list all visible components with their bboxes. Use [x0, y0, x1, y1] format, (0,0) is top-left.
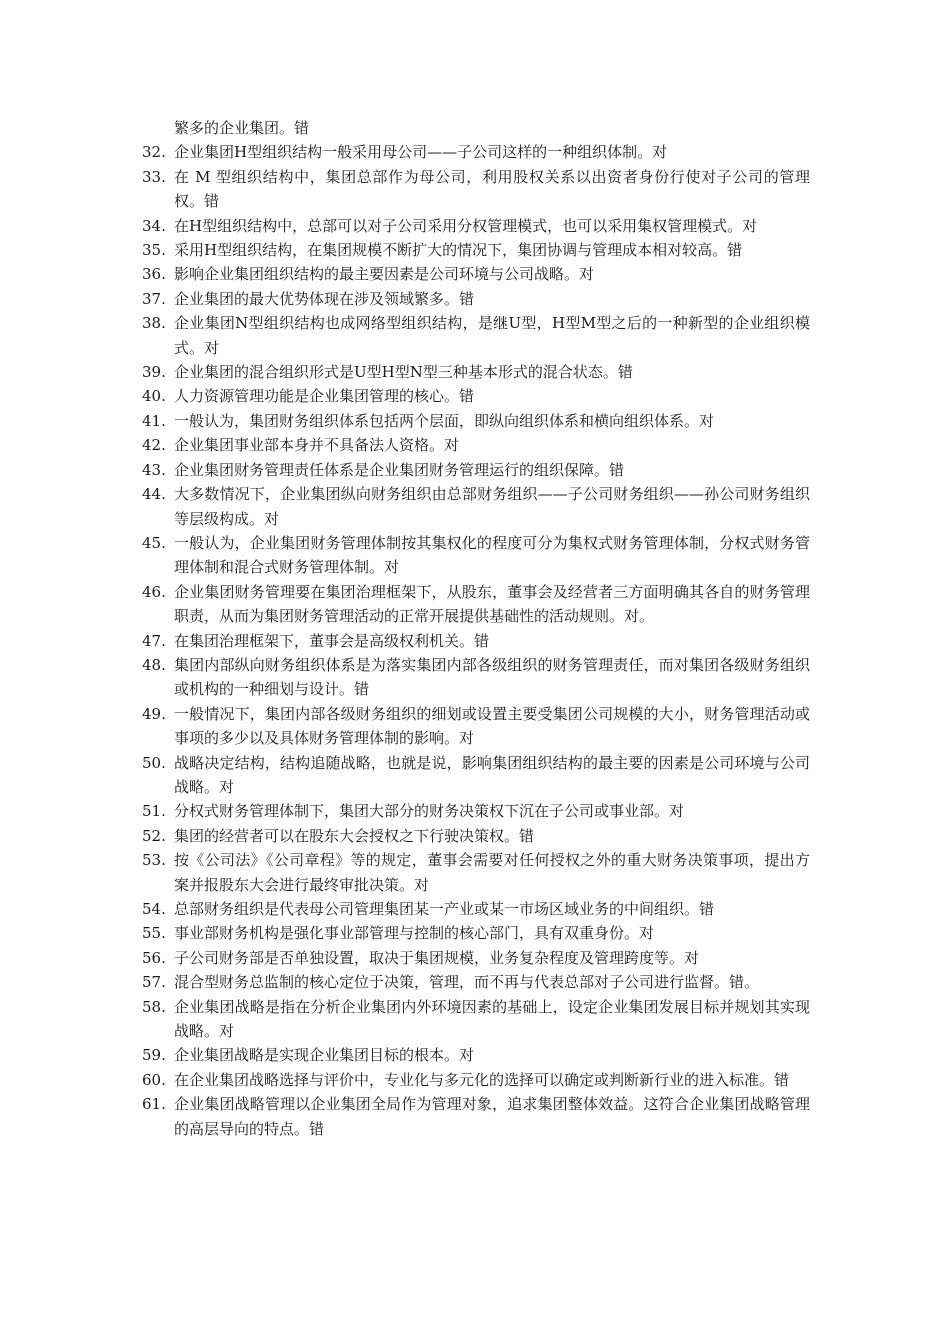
list-item: [142, 702, 810, 751]
item-text: 集团的经营者可以在股东大会授权之下行驶决策权。错: [174, 826, 535, 845]
item-text: 按《公司法》《公司章程》等的规定，董事会需要对任何授权之外的重大财务决策事项，提出方案并报股东大会进行最终审批决策。对: [174, 851, 810, 894]
item-number: 50.: [142, 753, 166, 772]
list-item: [142, 311, 810, 360]
item-text: 一般情况下，集团内部各级财务组织的细划或设置主要受集团公司规模的大小，财务管理活动或事项的多少以及具体财务管理体制的影响。对: [174, 704, 810, 748]
list-item: [142, 848, 810, 897]
list-item: [142, 629, 810, 653]
list-item: [142, 946, 810, 970]
item-number: 37.: [142, 289, 166, 308]
item-number: 60.: [142, 1070, 166, 1089]
item-text: 采用H型组织结构，在集团规模不断扩大的情况下，集团协调与管理成本相对较高。错: [174, 241, 743, 260]
list-item: [142, 580, 810, 629]
list-item: [142, 433, 810, 457]
item-number: 40.: [142, 387, 166, 406]
list-item: [142, 458, 810, 482]
item-text: 在企业集团战略选择与评价中，专业化与多元化的选择可以确定或判断新行业的进入标准。错: [174, 1070, 790, 1089]
item-number: 57.: [142, 973, 166, 992]
item-number: 36.: [142, 265, 166, 284]
item-number: 44.: [142, 485, 166, 504]
item-text: 企业集团财务管理责任体系是企业集团财务管理运行的组织保障。错: [174, 460, 625, 479]
list-item: [142, 165, 810, 214]
item-text: 在H型组织结构中，总部可以对子公司采用分权管理模式，也可以采用集权管理模式。对: [174, 216, 758, 235]
item-number: 35.: [142, 241, 166, 260]
list-item: [142, 1043, 810, 1067]
item-text: 事业部财务机构是强化事业部管理与控制的核心部门，具有双重身份。对: [174, 924, 655, 943]
list-item: [142, 799, 810, 823]
item-text: 子公司财务部是否单独设置，取决于集团规模，业务复杂程度及管理跨度等。对: [174, 948, 700, 967]
item-number: 43.: [142, 460, 166, 479]
item-number: 56.: [142, 948, 166, 967]
list-item: [142, 995, 810, 1044]
item-number: 47.: [142, 631, 166, 650]
list-item: [142, 360, 810, 384]
item-text: 企业集团战略管理以企业集团全局作为管理对象，追求集团整体效益。这符合企业集团战略管理的高层导向的特点。错: [174, 1095, 810, 1138]
item-number: 61.: [142, 1095, 166, 1114]
item-number: 49.: [142, 704, 166, 723]
item-number: 38.: [142, 314, 166, 333]
item-text: 人力资源管理功能是企业集团管理的核心。错: [174, 387, 475, 406]
item-text: 企业集团的最大优势体现在涉及领域繁多。错: [174, 289, 475, 308]
list-item: [142, 409, 810, 433]
item-number: 51.: [142, 802, 166, 821]
list-item: [142, 1068, 810, 1092]
item-number: 45.: [142, 533, 166, 552]
item-number: 59.: [142, 1046, 166, 1065]
item-text: 一般认为，企业集团财务管理体制按其集权化的程度可分为集权式财务管理体制，分权式财务管理体制和混合式财务管理体制。对: [174, 533, 810, 577]
item-text: 集团内部纵向财务组织体系是为落实集团内部各级组织的财务管理责任，而对集团各级财务组织或机构的一种细划与设计。错: [174, 655, 810, 699]
item-text: 在 M 型组织结构中，集团总部作为母公司，利用股权关系以出资者身份行使对子公司的管理权。错: [174, 167, 810, 211]
list-item: [142, 238, 810, 262]
item-text: 影响企业集团组织结构的最主要因素是公司环境与公司战略。对: [174, 265, 595, 284]
item-text: 一般认为，集团财务组织体系包括两个层面，即纵向组织体系和横向组织体系。对: [174, 411, 715, 430]
item-number: 42.: [142, 436, 166, 455]
item-number: 41.: [142, 411, 166, 430]
list-item: [142, 531, 810, 580]
item-number: 46.: [142, 582, 166, 601]
list-item: [142, 751, 810, 800]
item-number: 39.: [142, 363, 166, 382]
true-false-list: [142, 116, 810, 1141]
item-number: 53.: [142, 851, 166, 870]
item-number: 34.: [142, 216, 166, 235]
item-number: 58.: [142, 997, 166, 1016]
list-item: [142, 1092, 810, 1141]
list-item-continuation: 繁多的企业集团。错: [174, 119, 310, 137]
list-item: [142, 653, 810, 702]
item-number: 55.: [142, 924, 166, 943]
item-text: 企业集团战略是指在分析企业集团内外环境因素的基础上，设定企业集团发展目标并规划其实现战略。对: [174, 997, 810, 1041]
item-number: 52.: [142, 826, 166, 845]
list-item: [142, 897, 810, 921]
item-text: 大多数情况下，企业集团纵向财务组织由总部财务组织——子公司财务组织——孙公司财务组织等层级构成。对: [174, 485, 810, 528]
list-item: [142, 970, 810, 994]
item-number: 33.: [142, 167, 166, 186]
item-number: 54.: [142, 900, 166, 918]
item-text: 企业集团的混合组织形式是U型H型N型三种基本形式的混合状态。错: [174, 363, 633, 382]
item-text: 企业集团H型组织结构一般采用母公司——子公司这样的一种组织体制。对: [174, 143, 668, 162]
list-item: [142, 214, 810, 238]
list-item: [142, 140, 810, 164]
list-item: [142, 482, 810, 531]
item-text: 总部财务组织是代表母公司管理集团某一产业或某一市场区域业务的中间组织。错: [174, 900, 715, 918]
item-text: 企业集团事业部本身并不具备法人资格。对: [174, 436, 460, 455]
list-item: [142, 287, 810, 311]
list-item: [142, 262, 810, 286]
list-items: [142, 140, 810, 1141]
list-item: [142, 384, 810, 408]
item-text: 战略决定结构，结构追随战略，也就是说，影响集团组织结构的最主要的因素是公司环境与公司战略。对: [174, 753, 810, 796]
list-item: [142, 824, 810, 848]
item-text: 分权式财务管理体制下，集团大部分的财务决策权下沉在子公司或事业部。对: [174, 802, 685, 821]
item-text: 混合型财务总监制的核心定位于决策，管理，而不再与代表总部对子公司进行监督。错。: [174, 973, 760, 992]
item-number: 32.: [142, 143, 166, 162]
item-number: 48.: [142, 655, 166, 674]
list-item: [142, 921, 810, 945]
item-text: 在集团治理框架下，董事会是高级权利机关。错: [174, 631, 490, 650]
item-text: 企业集团N型组织结构也成网络型组织结构，是继U型，H型M型之后的一种新型的企业组织模式。对: [174, 314, 810, 357]
item-text: 企业集团财务管理要在集团治理框架下，从股东，董事会及经营者三方面明确其各自的财务管理职责，从而为集团财务管理活动的正常开展提供基础性的活动规则。对。: [174, 582, 810, 626]
item-text: 企业集团战略是实现企业集团目标的根本。对: [174, 1046, 475, 1065]
